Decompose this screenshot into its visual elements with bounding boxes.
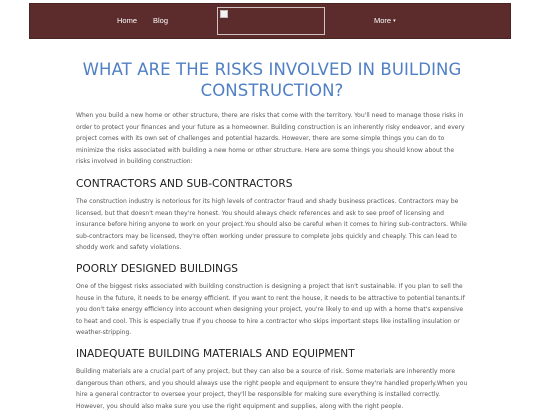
intro-paragraph: When you build a new home or other structure, there are risks that come with the territory. You'll need to manage those risks in order to protect your finances and your future as a homeowner. Building construction is an inherently risky endeavor, and every project comes with its own set of challenges and potential hazards. However, there are some simple things you can do to minimize the risks associated with building a new home or other structure. Here are some things you should know about the risks involved in building construction:: [76, 112, 465, 166]
nav-more-dropdown[interactable]: [374, 16, 396, 25]
section-body-poorly-designed: One of the biggest risks associated with building construction is designing a project that isn't sustainable. If you plan to sell the house in the future, it needs to be energy efficient. If you want to rent the house, it needs to be attractive to potential tenants.If you don't take energy efficiency into account when designing your project, you're likely to end up with a home that's expensive to heat and cool. This is especially true if you choose to hire a contractor who skips important steps like installing insulation or weather-stripping.: [76, 283, 465, 337]
section-heading-poorly-designed: POORLY DESIGNED BUILDINGS: [76, 263, 238, 275]
nav-link-blog[interactable]: Blog: [153, 16, 169, 25]
nav-more-label: More: [374, 16, 392, 25]
nav-link-home[interactable]: Home: [117, 16, 138, 25]
section-heading-materials: INADEQUATE BUILDING MATERIALS AND EQUIPMENT: [76, 348, 355, 360]
top-navbar: [29, 3, 511, 39]
page-title: WHAT ARE THE RISKS INVOLVED IN BUILDING CONSTRUCTION?: [82, 60, 462, 100]
site-logo[interactable]: [217, 7, 325, 35]
caret-down-icon: ▾: [393, 18, 396, 25]
section-body-contractors: The construction industry is notorious for its high levels of contractor fraud and shady business practices. Contractors may be licensed, but that doesn't mean they're honest. You should always check references and ask to see proof of licensing and insurance before hiring anyone to work on your project.You should also be careful when it comes to hiring sub-contractors. While sub-contractors may be licensed, they're often working under pressure to complete jobs quickly and cheaply. This can lead to shoddy work and safety violations.: [76, 198, 467, 252]
section-heading-contractors: CONTRACTORS AND SUB-CONTRACTORS: [76, 178, 293, 190]
broken-image-icon: [220, 10, 228, 18]
section-body-materials: Building materials are a crucial part of any project, but they can also be a source of risk. Some materials are inherently more dangerous than others, and you should always use the right people and equipment to ensure they're handled properly.When you hire a general contractor to oversee your project, they'll be responsible for making sure everything is installed correctly. However, you should also make sure you use the right equipment and supplies, along with the right people.: [76, 368, 468, 410]
